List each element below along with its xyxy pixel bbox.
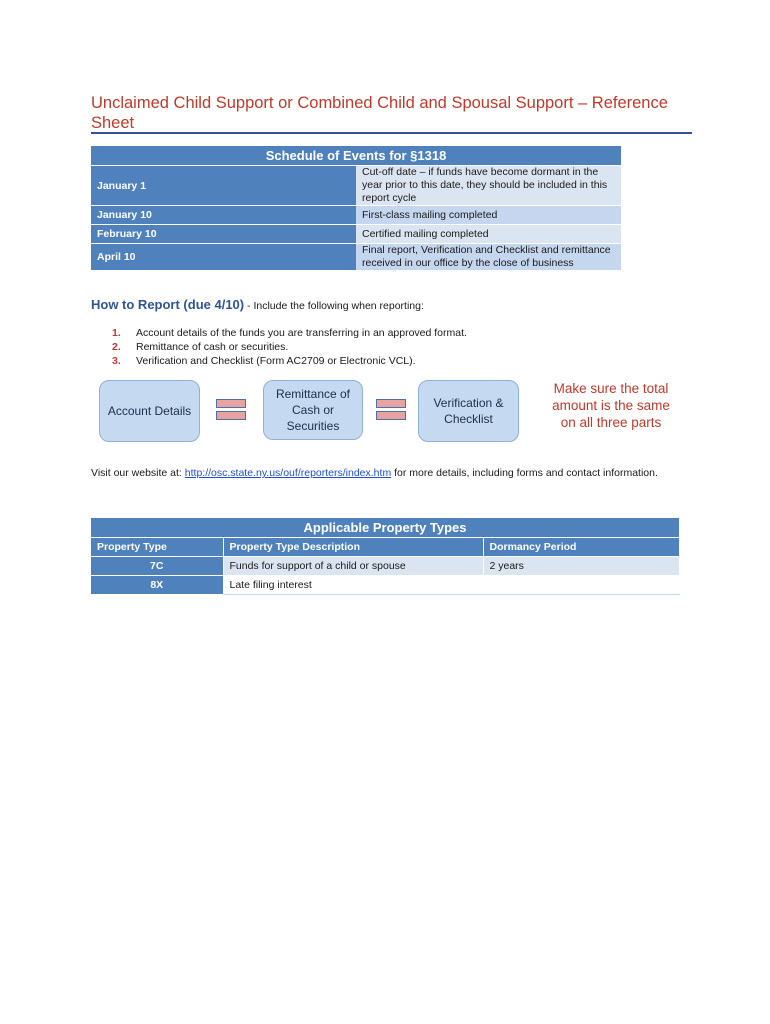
property-type-code: 7C	[91, 557, 223, 576]
property-type-desc: Late filing interest	[223, 576, 483, 595]
step-text: Account details of the funds you are transferring in an approved format.	[136, 327, 467, 339]
total-amount-note: Make sure the total amount is the same on all three parts	[552, 381, 670, 430]
list-item	[112, 340, 467, 354]
schedule-date: January 10	[91, 206, 356, 225]
list-item	[112, 354, 467, 368]
table-row	[91, 557, 679, 576]
schedule-desc: Final report, Verification and Checklist and remittance received in our office by the close of business	[356, 244, 621, 271]
table-row	[91, 576, 679, 595]
how-to-report-heading	[91, 297, 424, 312]
schedule-desc: Cut-off date – if funds have become dormant in the year prior to this date, they should be included in this report cycle	[356, 166, 621, 206]
page-title: Unclaimed Child Support or Combined Child and Spousal Support – Reference Sheet	[91, 94, 668, 132]
website-link[interactable]: http://osc.state.ny.us/ouf/reporters/index.htm	[184, 467, 392, 479]
visit-suffix: for more details, including forms and contact information.	[391, 467, 658, 479]
website-note	[91, 466, 661, 480]
property-types-heading: Applicable Property Types	[91, 518, 679, 538]
column-header: Property Type Description	[223, 538, 483, 557]
step-number: 2.	[112, 341, 121, 353]
equals-icon	[216, 399, 246, 421]
schedule-desc: Certified mailing completed	[356, 225, 621, 244]
verification-box: Verification & Checklist	[418, 380, 519, 442]
how-to-report-title: How to Report (due 4/10)	[91, 297, 245, 312]
step-text: Remittance of cash or securities.	[136, 341, 289, 353]
dormancy-period	[483, 576, 679, 595]
step-number: 1.	[112, 327, 121, 339]
table-row	[91, 225, 621, 244]
list-item	[112, 326, 467, 340]
remittance-box: Remittance of Cash or Securities	[263, 380, 363, 440]
equals-icon	[376, 399, 406, 421]
column-header: Dormancy Period	[483, 538, 679, 557]
schedule-desc: First-class mailing completed	[356, 206, 621, 225]
property-type-code: 8X	[91, 576, 223, 595]
visit-prefix: Visit our website at:	[91, 467, 185, 479]
table-header-row	[91, 538, 679, 557]
schedule-table	[91, 146, 621, 271]
column-header: Property Type	[91, 538, 223, 557]
report-steps-list	[112, 326, 467, 368]
title-divider	[91, 132, 692, 134]
account-details-box: Account Details	[99, 380, 200, 442]
schedule-heading: Schedule of Events for §1318	[91, 146, 621, 166]
schedule-date: April 10	[91, 244, 356, 271]
dormancy-period: 2 years	[483, 557, 679, 576]
schedule-date: January 1	[91, 166, 356, 206]
step-text: Verification and Checklist (Form AC2709 or Electronic VCL).	[136, 355, 416, 367]
schedule-date: February 10	[91, 225, 356, 244]
table-row	[91, 206, 621, 225]
step-number: 3.	[112, 355, 121, 367]
table-row	[91, 244, 621, 271]
table-row	[91, 166, 621, 206]
property-type-desc: Funds for support of a child or spouse	[223, 557, 483, 576]
property-types-table	[91, 518, 680, 595]
how-to-report-subtext: - Include the following when reporting:	[244, 300, 424, 312]
